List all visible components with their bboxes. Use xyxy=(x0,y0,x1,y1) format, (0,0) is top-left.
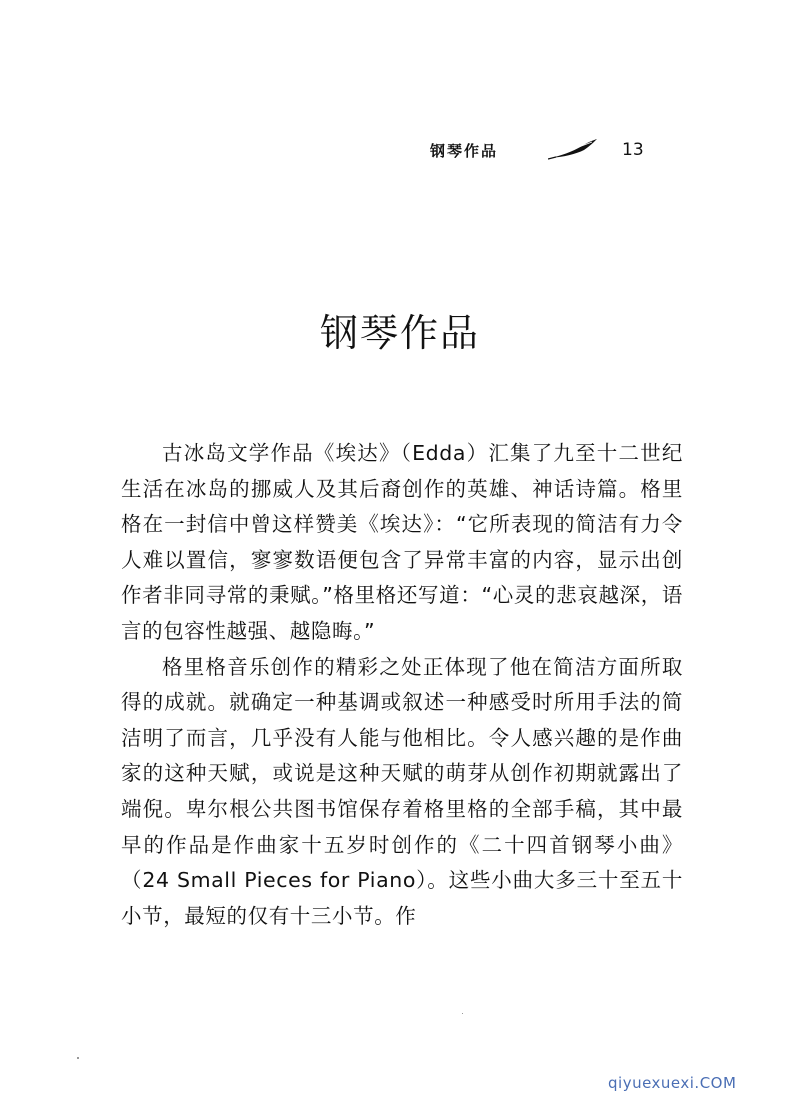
watermark: qiyuexuexi.COM xyxy=(608,1074,737,1092)
paragraph-1: 古冰岛文学作品《埃达》（Edda）汇集了九至十二世纪生活在冰岛的挪威人及其后裔创作的英雄、神话诗篇。格里格在一封信中曾这样赞美《埃达》：“它所表现的简洁有力令人难以置信，寥寥数语便包含了异常丰富的内容，显示出创作者非同寻常的秉赋。”格里格还写道：“心灵的悲哀越深，语言的包容性越强、越隐晦。” xyxy=(121,441,683,643)
scan-speck xyxy=(77,1057,79,1059)
scan-speck xyxy=(462,1013,463,1014)
running-header xyxy=(430,138,660,168)
running-title: 钢琴作品 xyxy=(430,142,499,160)
body-text xyxy=(121,436,683,934)
feather-icon xyxy=(548,138,598,160)
page-number: 13 xyxy=(622,140,644,160)
paragraph-2: 格里格音乐创作的精彩之处正体现了他在简洁方面所取得的成就。就确定一种基调或叙述一种感受时所用手法的简洁明了而言，几乎没有人能与他相比。令人感兴趣的是作曲家的这种天赋，或说是这种天赋的萌芽从创作初期就露出了端倪。卑尔根公共图书馆保存着格里格的全部手稿，其中最早的作品是作曲家十五岁时创作的《二十四首钢琴小曲》（24 Small Pieces for Piano）。这些小曲大多三十至五十小节，最短的仅有十三小节。作 xyxy=(121,654,683,928)
chapter-title: 钢琴作品 xyxy=(319,311,480,355)
